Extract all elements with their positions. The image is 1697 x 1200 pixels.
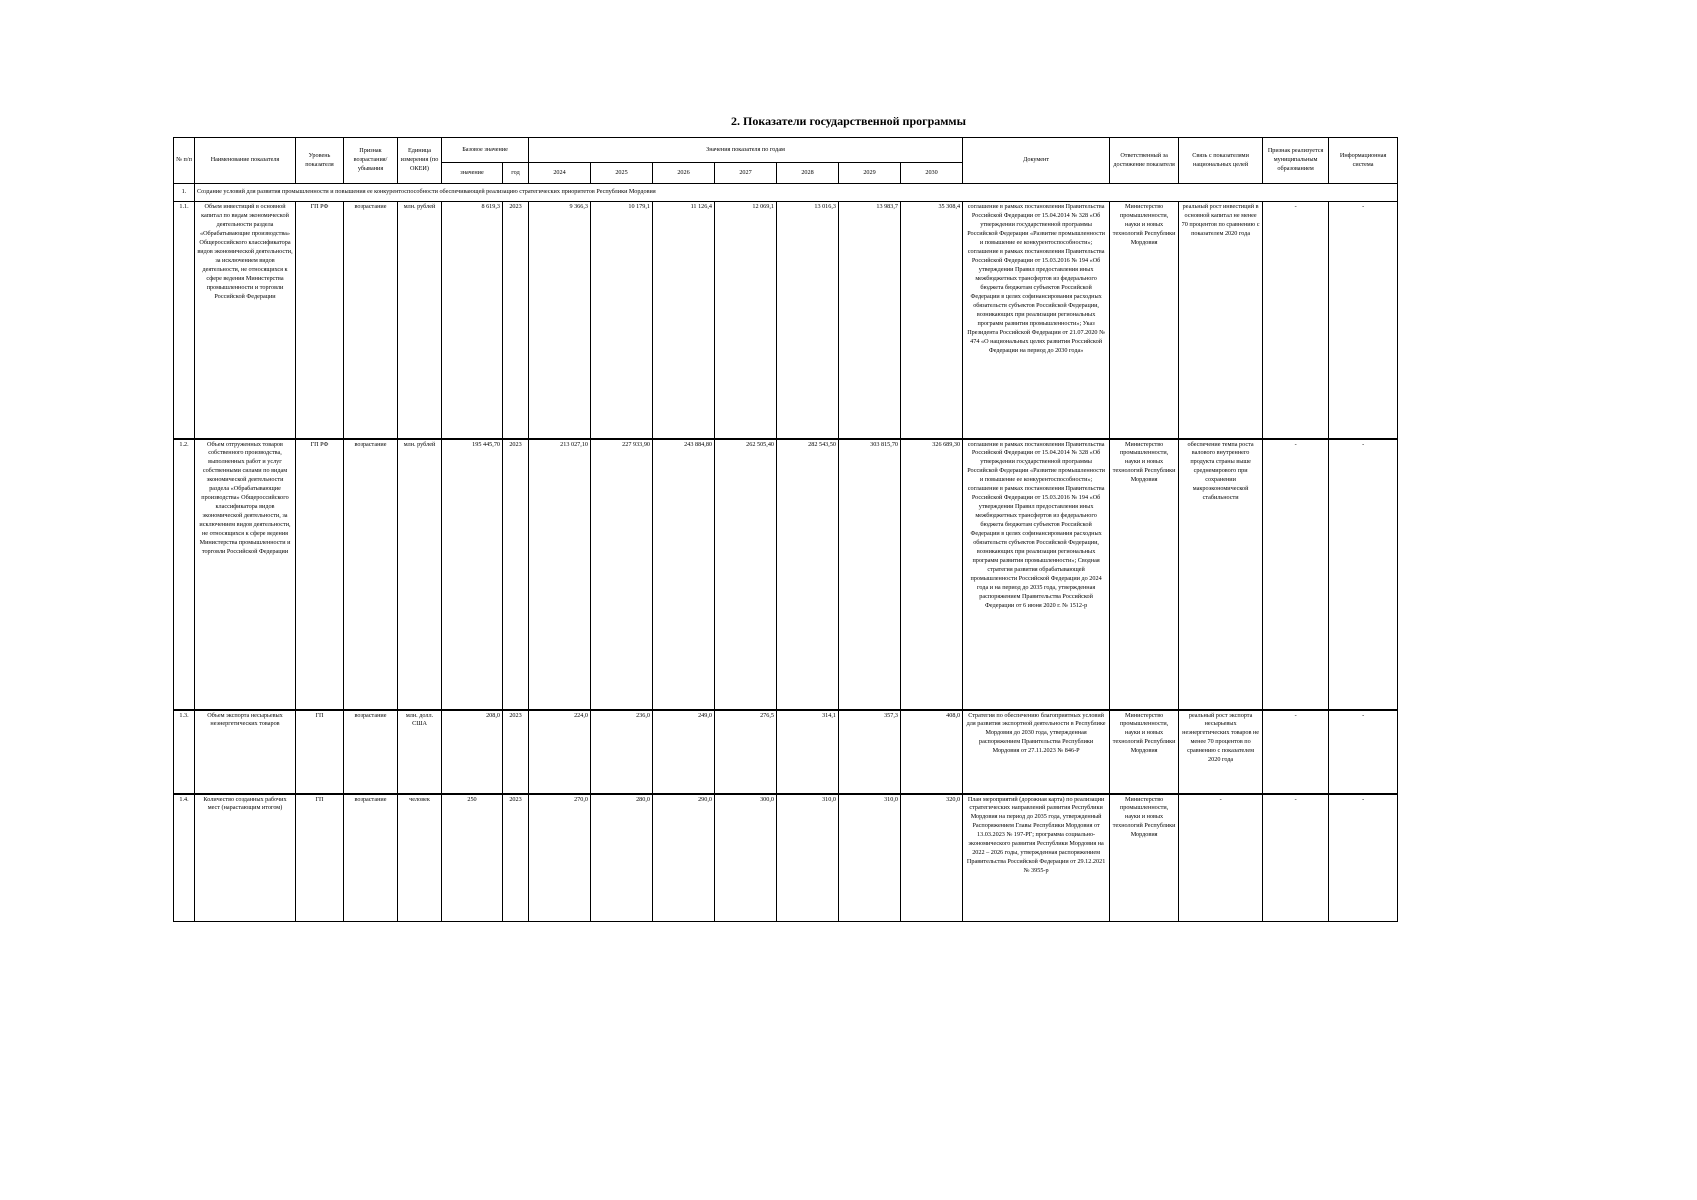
table-row <box>174 439 1398 710</box>
row-value-2029: 310,0 <box>839 794 901 922</box>
row-unit: млн. рублей <box>398 202 442 439</box>
row-value-2028: 282 543,50 <box>777 439 839 710</box>
row-indicator-name: Объем экспорта несырьевых неэнергетических товаров <box>195 710 296 794</box>
row-document: соглашение в рамках постановления Правительства Российской Федерации от 15.04.2014 № 328 «Об утверждении государственной программы Российской Федерации «Развитие промышленности и повышение ее конкурентоспособности»; соглашение в рамках постановления Правительства Российской Федерации от 15.03.2016 № 194 «Об утверждении Правил предоставления иных межбюджетных трансфертов из федерального бюджета бюджетам субъектов Российской Федерации в целях софинансирования расходных обязательств субъектов Российской Федерации, возникающих при реализации региональных программ развития промышленности»; Указ Президента Российской Федерации от 21.07.2020 № 474 «О национальных целях развития Российской Федерации на период до 2030 года» <box>963 202 1110 439</box>
row-trend: возрастание <box>344 202 398 439</box>
row-value-2026: 249,0 <box>653 710 715 794</box>
section-num: 1. <box>174 184 195 202</box>
row-base-value: 195 445,70 <box>442 439 503 710</box>
row-num: 1.2. <box>174 439 195 710</box>
row-value-2026: 11 126,4 <box>653 202 715 439</box>
col-header-base-year: год <box>503 163 529 184</box>
col-header-level: Уровень показателя <box>296 138 344 184</box>
row-value-2027: 262 505,40 <box>715 439 777 710</box>
row-value-2028: 314,1 <box>777 710 839 794</box>
row-info-system: - <box>1329 439 1398 710</box>
row-value-2030: 326 689,30 <box>901 439 963 710</box>
row-indicator-name: Объем инвестиций в основной капитал по видам экономической деятельности раздела «Обрабатывающие производства» Общероссийского классификатора видов экономической деятельности, за исключением видов деятельности, не относящихся к сфере ведения Министерства промышленности и торговли Российской Федерации <box>195 202 296 439</box>
row-trend: возрастание <box>344 710 398 794</box>
row-base-year: 2023 <box>503 439 529 710</box>
row-value-2027: 276,5 <box>715 710 777 794</box>
row-value-2029: 357,3 <box>839 710 901 794</box>
row-value-2028: 13 016,3 <box>777 202 839 439</box>
table-row <box>174 202 1398 439</box>
col-header-name: Наименование показателя <box>195 138 296 184</box>
row-base-value: 208,0 <box>442 710 503 794</box>
row-responsible: Министерство промышленности, науки и новых технологий Республики Мордовия <box>1110 794 1179 922</box>
row-value-2029: 303 815,70 <box>839 439 901 710</box>
col-header-document: Документ <box>963 138 1110 184</box>
row-indicator-name: Объем отгруженных товаров собственного производства, выполненных работ и услуг собственными силами по видам экономической деятельности раздела «Обрабатывающие производства» Общероссийского классификатора видов экономической деятельности, за исключением видов деятельности, не относящихся к сфере ведения Министерства промышленности и торговли Российской Федерации <box>195 439 296 710</box>
row-national-goal-link: реальный рост экспорта несырьевых неэнергетических товаров не менее 70 процентов по сравнению с показателем 2020 года <box>1179 710 1263 794</box>
row-num: 1.4. <box>174 794 195 922</box>
row-municipal: - <box>1263 794 1329 922</box>
col-header-trend: Признак возрастания/ убывания <box>344 138 398 184</box>
row-responsible: Министерство промышленности, науки и новых технологий Республики Мордовия <box>1110 439 1179 710</box>
row-base-year: 2023 <box>503 794 529 922</box>
col-header-year-2026: 2026 <box>653 163 715 184</box>
row-value-2030: 35 308,4 <box>901 202 963 439</box>
row-municipal: - <box>1263 202 1329 439</box>
col-header-year-2025: 2025 <box>591 163 653 184</box>
row-info-system: - <box>1329 710 1398 794</box>
row-value-2025: 280,0 <box>591 794 653 922</box>
row-level: ГП РФ <box>296 439 344 710</box>
table-row <box>174 710 1398 794</box>
row-trend: возрастание <box>344 794 398 922</box>
row-value-2027: 12 069,1 <box>715 202 777 439</box>
col-header-years-group: Значения показателя по годам <box>529 138 963 163</box>
row-national-goal-link: обеспечение темпа роста валового внутреннего продукта страны выше среднемирового при сохранении макроэкономической стабильности <box>1179 439 1263 710</box>
col-header-info: Информационная система <box>1329 138 1398 184</box>
row-value-2025: 236,0 <box>591 710 653 794</box>
row-base-year: 2023 <box>503 710 529 794</box>
row-document: соглашение в рамках постановления Правительства Российской Федерации от 15.04.2014 № 328 «Об утверждении государственной программы Российской Федерации «Развитие промышленности и повышение ее конкурентоспособности»; соглашение в рамках постановления Правительства Российской Федерации от 15.03.2016 № 194 «Об утверждении Правил предоставления иных межбюджетных трансфертов из федерального бюджета бюджетам субъектов Российской Федерации в целях софинансирования расходных обязательств субъектов Российской Федерации, возникающих при реализации региональных программ развития промышленности»; Сводная стратегия развития обрабатывающей промышленности Российской Федерации до 2024 года и на период до 2035 года, утвержденная распоряжением Правительства Российской Федерации от 6 июня 2020 г. № 1512-р <box>963 439 1110 710</box>
header-row-1 <box>174 138 1398 163</box>
col-header-year-2029: 2029 <box>839 163 901 184</box>
row-national-goal-link: реальный рост инвестиций в основной капитал не менее 70 процентов по сравнению с показателем 2020 года <box>1179 202 1263 439</box>
col-header-year-2027: 2027 <box>715 163 777 184</box>
table-row <box>174 794 1398 922</box>
section-row <box>174 184 1398 202</box>
col-header-unit: Единица измерения (по ОКЕИ) <box>398 138 442 184</box>
row-level: ГП <box>296 710 344 794</box>
row-value-2029: 13 983,7 <box>839 202 901 439</box>
row-value-2030: 408,0 <box>901 710 963 794</box>
row-value-2028: 310,0 <box>777 794 839 922</box>
row-value-2024: 9 366,3 <box>529 202 591 439</box>
row-info-system: - <box>1329 794 1398 922</box>
row-unit: млн. рублей <box>398 439 442 710</box>
row-unit: человек <box>398 794 442 922</box>
row-value-2024: 213 027,10 <box>529 439 591 710</box>
row-value-2024: 270,0 <box>529 794 591 922</box>
row-document: План мероприятий (дорожная карта) по реализации стратегических направлений развития Республики Мордовия на период до 2035 года, утвержденный Распоряжением Главы Республики Мордовия от 13.03.2023 № 197-РГ; программа социально-экономического развития Республики Мордовия на 2022 – 2026 годы, утвержденная распоряжением Правительства Российской Федерации от 29.12.2021 № 3955-р <box>963 794 1110 922</box>
row-municipal: - <box>1263 710 1329 794</box>
row-num: 1.3. <box>174 710 195 794</box>
row-value-2025: 10 179,1 <box>591 202 653 439</box>
col-header-year-2028: 2028 <box>777 163 839 184</box>
row-base-value: 8 619,3 <box>442 202 503 439</box>
row-base-year: 2023 <box>503 202 529 439</box>
row-info-system: - <box>1329 202 1398 439</box>
row-value-2030: 320,0 <box>901 794 963 922</box>
row-unit: млн. долл. США <box>398 710 442 794</box>
page-title: 2. Показатели государственной программы <box>731 114 966 128</box>
row-municipal: - <box>1263 439 1329 710</box>
col-header-link: Связь с показателями национальных целей <box>1179 138 1263 184</box>
row-responsible: Министерство промышленности, науки и новых технологий Республики Мордовия <box>1110 202 1179 439</box>
indicators-table <box>173 137 1398 922</box>
col-header-year-2024: 2024 <box>529 163 591 184</box>
row-document: Стратегия по обеспечению благоприятных условий для развития экспортной деятельности в Республике Мордовия до 2030 года, утвержденная распоряжением Правительства Республики Мордовия от 27.11.2023 № 846-Р <box>963 710 1110 794</box>
col-header-year-2030: 2030 <box>901 163 963 184</box>
row-value-2027: 300,0 <box>715 794 777 922</box>
row-level: ГП <box>296 794 344 922</box>
row-trend: возрастание <box>344 439 398 710</box>
row-national-goal-link: - <box>1179 794 1263 922</box>
row-responsible: Министерство промышленности, науки и новых технологий Республики Мордовия <box>1110 710 1179 794</box>
row-value-2025: 227 933,90 <box>591 439 653 710</box>
col-header-base: Базовое значение <box>442 138 529 163</box>
col-header-base-value: значение <box>442 163 503 184</box>
section-title: Создание условий для развития промышленности и повышения ее конкурентоспособности обеспечивающей реализацию стратегических приоритетов Республики Мордовия <box>195 184 1398 202</box>
row-value-2024: 224,0 <box>529 710 591 794</box>
row-level: ГП РФ <box>296 202 344 439</box>
row-base-value: 250 <box>442 794 503 922</box>
col-header-responsible: Ответственный за достижение показателя <box>1110 138 1179 184</box>
col-header-municipal: Признак реализуется муниципальным образованием <box>1263 138 1329 184</box>
row-indicator-name: Количество созданных рабочих мест (нарастающим итогом) <box>195 794 296 922</box>
row-value-2026: 290,0 <box>653 794 715 922</box>
row-num: 1.1. <box>174 202 195 439</box>
col-header-num: № п/п <box>174 138 195 184</box>
row-value-2026: 243 884,80 <box>653 439 715 710</box>
